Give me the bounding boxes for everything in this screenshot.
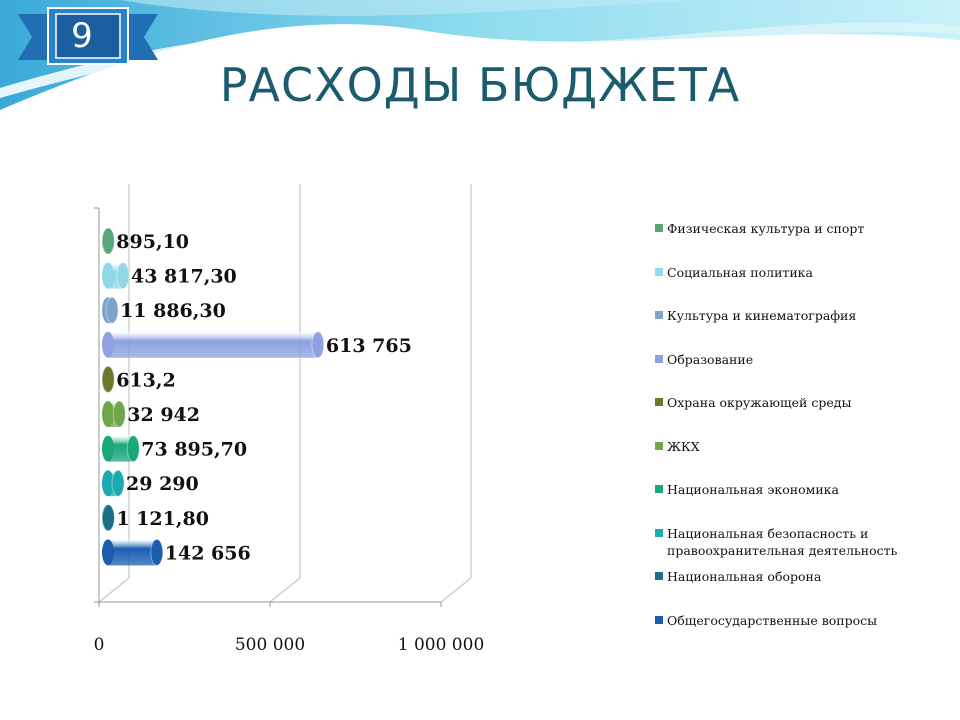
slide-number: 9 [71, 16, 93, 56]
legend-label: Национальная безопасность и правоохранительная деятельность [667, 525, 898, 558]
data-label: 11 886,30 [120, 300, 226, 323]
legend-label: Культура и кинематография [667, 308, 857, 323]
gridline-depth [270, 578, 300, 602]
data-label: 613,2 [116, 369, 176, 392]
legend-label: Образование [667, 351, 754, 367]
legend-label: Национальная экономика [667, 482, 839, 497]
bar-start-cap [102, 401, 114, 427]
legend-label: Национальная оборона [667, 569, 822, 584]
bar-end-cap [127, 436, 139, 462]
data-label: 613 765 [325, 334, 412, 357]
legend-swatch [655, 355, 663, 363]
legend-label: Физическая культура и спорт [667, 221, 865, 236]
legend-swatch [655, 224, 663, 232]
legend-swatch [655, 398, 663, 406]
legend-swatch [655, 311, 663, 319]
legend-swatch [655, 485, 663, 493]
bar-7 [102, 436, 139, 462]
legend-label: Охрана окружающей среды [667, 395, 852, 410]
chart-data-labels [116, 231, 412, 564]
bar-1 [102, 228, 114, 254]
data-label: 1 121,80 [116, 507, 209, 530]
data-label: 29 290 [126, 473, 199, 496]
legend-label: ЖКХ [667, 438, 700, 454]
bar-4 [102, 332, 324, 358]
bar-9 [102, 505, 114, 531]
bar-10 [102, 539, 163, 565]
data-label: 32 942 [127, 404, 200, 426]
legend-swatch [655, 572, 663, 580]
legend-swatch [655, 268, 663, 276]
x-tick-label: 500 000 [234, 635, 306, 655]
bar-end-cap [102, 366, 114, 392]
bar-start-cap [102, 332, 114, 358]
bar-start-cap [102, 263, 114, 289]
bar-end-cap [117, 263, 129, 289]
gridline-depth [99, 578, 129, 602]
bar-start-cap [102, 436, 114, 462]
bar-end-cap [102, 228, 114, 254]
bar-2 [102, 263, 129, 289]
data-label: 43 817,30 [130, 265, 237, 288]
gridline-depth [441, 578, 471, 602]
chart-tick-labels [94, 635, 485, 655]
bar-end-cap [312, 332, 324, 358]
bar-6 [102, 401, 125, 427]
legend-swatch [655, 529, 663, 537]
bar-body [108, 539, 157, 565]
legend-swatch [655, 616, 663, 624]
bar-body [108, 332, 318, 358]
legend-swatch [655, 442, 663, 450]
bar-end-cap [106, 297, 118, 323]
bar-5 [102, 366, 114, 392]
data-label: 73 895,70 [141, 438, 248, 461]
bar-end-cap [102, 505, 114, 531]
legend-label: Общегосударственные вопросы [667, 612, 878, 628]
data-label: 142 656 [164, 542, 251, 565]
bar-end-cap [113, 401, 125, 427]
bar-start-cap [102, 539, 114, 565]
data-label: 895,10 [116, 231, 190, 253]
x-tick-label: 1 000 000 [397, 635, 485, 655]
slide-title: РАСХОДЫ БЮДЖЕТА [219, 58, 741, 112]
bar-end-cap [151, 539, 163, 565]
bar-8 [102, 470, 124, 496]
bar-end-cap [112, 470, 124, 496]
legend-label: Социальная политика [667, 264, 813, 280]
x-tick-label: 0 [93, 635, 105, 655]
bar-3 [102, 297, 118, 323]
